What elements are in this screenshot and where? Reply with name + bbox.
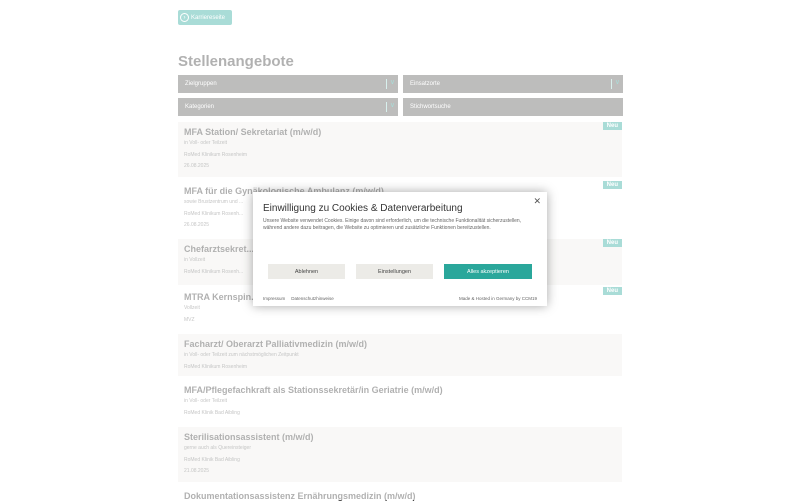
accept-all-button[interactable]: Alles akzeptieren [444, 264, 532, 279]
cookie-dialog-title: Einwilligung zu Cookies & Datenverarbeitung [263, 203, 463, 214]
privacy-link[interactable]: Datenschutzhinweise [291, 296, 334, 301]
cookie-dialog-text: Unsere Website verwendet Cookies. Einige davon sind erforderlich, um die technische Funktionalität sicherzustellen, während andere dazu beitragen, die Website zu optimieren und zusätzliche Funktionen bereitzustellen. [263, 218, 522, 231]
reject-button[interactable]: Ablehnen [268, 264, 345, 279]
ccm19-credit: Made & Hosted in Germany by CCM19 [458, 296, 537, 301]
impressum-link[interactable]: Impressum [263, 296, 286, 301]
close-icon[interactable]: ✕ [533, 196, 541, 206]
settings-button[interactable]: Einstellungen [356, 264, 433, 279]
cookie-dialog-footer [263, 296, 537, 301]
cookie-consent-dialog [253, 192, 547, 306]
